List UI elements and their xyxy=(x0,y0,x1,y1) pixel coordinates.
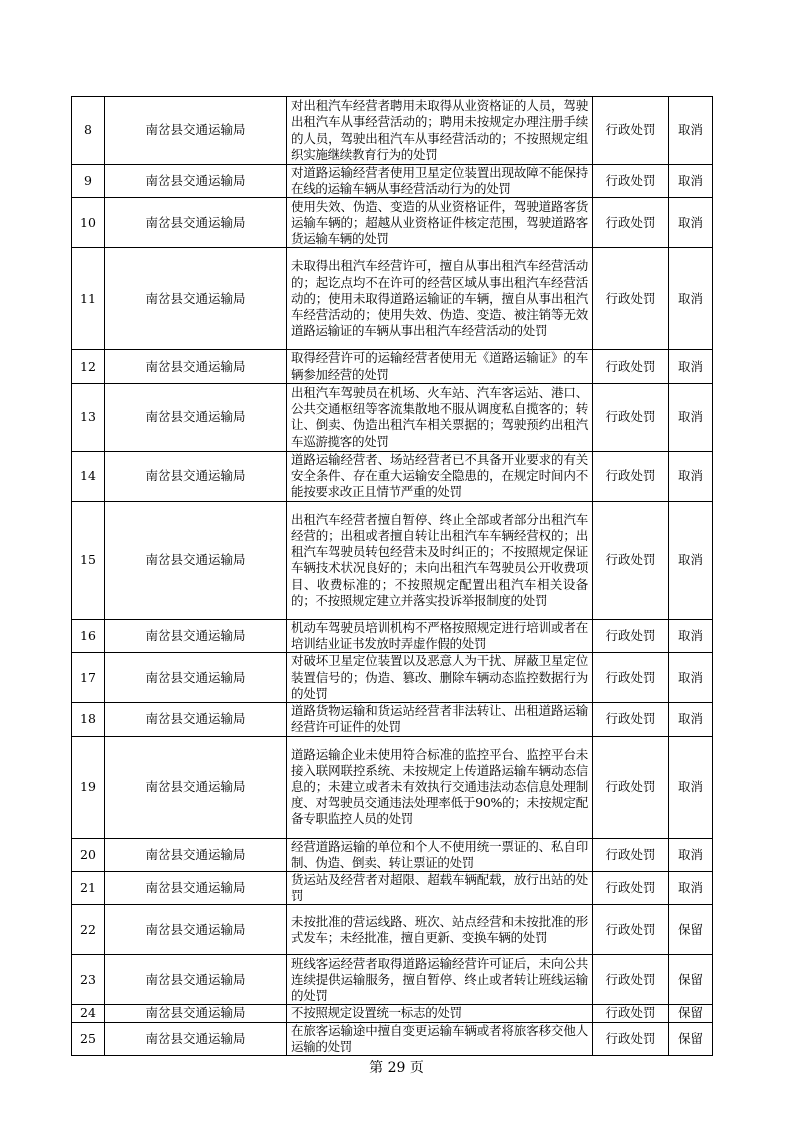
row-penalty-item: 经营道路运输的单位和个人不使用统一票证的、私自印制、伪造、倒卖、转让票证的处罚 xyxy=(287,838,593,871)
row-index: 9 xyxy=(72,165,105,198)
row-penalty-item: 出租汽车经营者擅自暂停、终止全部或者部分出租汽车经营的；出租或者擅自转让出租汽车车辆经营权的；出租汽车驾驶员转包经营未及时纠正的；不按照规定保证车辆技术状况良好的；未向出租汽车驾驶员公开收费项目、收费标准的；不按照规定配置出租汽车相关设备的；不按照规定建立并落实投诉举报制度的处罚 xyxy=(287,501,593,619)
row-index: 18 xyxy=(72,703,105,736)
row-penalty-item: 对道路运输经营者使用卫星定位装置出现故障不能保持在线的运输车辆从事经营活动行为的处罚 xyxy=(287,165,593,198)
row-action: 取消 xyxy=(669,501,713,619)
row-index: 15 xyxy=(72,501,105,619)
row-action: 取消 xyxy=(669,872,713,905)
row-power-type: 行政处罚 xyxy=(593,905,669,955)
table-row xyxy=(72,619,713,652)
row-action: 取消 xyxy=(669,383,713,451)
row-power-type: 行政处罚 xyxy=(593,955,669,1005)
row-index: 20 xyxy=(72,838,105,871)
row-power-type: 行政处罚 xyxy=(593,1022,669,1055)
table-row xyxy=(72,248,713,350)
table-row xyxy=(72,350,713,383)
row-penalty-item: 班线客运经营者取得道路运输经营许可证后，未向公共连续提供运输服务，擅自暂停、终止或者转让班线运输的处罚 xyxy=(287,955,593,1005)
row-action: 取消 xyxy=(669,619,713,652)
row-index: 16 xyxy=(72,619,105,652)
table-row xyxy=(72,501,713,619)
row-organization: 南岔县交通运输局 xyxy=(105,872,287,905)
row-organization: 南岔县交通运输局 xyxy=(105,248,287,350)
row-index: 8 xyxy=(72,97,105,165)
row-action: 取消 xyxy=(669,653,713,703)
table-body xyxy=(72,97,713,1056)
table-row xyxy=(72,383,713,451)
table-row xyxy=(72,451,713,501)
row-index: 11 xyxy=(72,248,105,350)
row-penalty-item: 机动车驾驶员培训机构不严格按照规定进行培训或者在培训结业证书发放时弄虚作假的处罚 xyxy=(287,619,593,652)
row-power-type: 行政处罚 xyxy=(593,619,669,652)
row-action: 取消 xyxy=(669,451,713,501)
row-organization: 南岔县交通运输局 xyxy=(105,1005,287,1022)
row-penalty-item: 对破坏卫星定位装置以及恶意人为干扰、屏蔽卫星定位装置信号的；伪造、篡改、删除车辆动态监控数据行为的处罚 xyxy=(287,653,593,703)
row-action: 取消 xyxy=(669,703,713,736)
row-index: 23 xyxy=(72,955,105,1005)
row-action: 取消 xyxy=(669,838,713,871)
row-organization: 南岔县交通运输局 xyxy=(105,198,287,248)
row-penalty-item: 出租汽车驾驶员在机场、火车站、汽车客运站、港口、公共交通枢纽等客流集散地不服从调度私自揽客的；转让、倒卖、伪造出租汽车相关票据的；驾驶预约出租汽车巡游揽客的处罚 xyxy=(287,383,593,451)
row-organization: 南岔县交通运输局 xyxy=(105,703,287,736)
penalty-table xyxy=(71,96,713,1056)
row-action: 取消 xyxy=(669,165,713,198)
row-power-type: 行政处罚 xyxy=(593,653,669,703)
row-index: 13 xyxy=(72,383,105,451)
row-power-type: 行政处罚 xyxy=(593,350,669,383)
row-index: 10 xyxy=(72,198,105,248)
table-row xyxy=(72,198,713,248)
row-penalty-item: 道路运输企业未使用符合标准的监控平台、监控平台未接入联网联控系统、未按规定上传道路运输车辆动态信息的；未建立或者未有效执行交通违法动态信息处理制度、对驾驶员交通违法处理率低于90%的；未按规定配备专职监控人员的处罚 xyxy=(287,736,593,838)
row-penalty-item: 使用失效、伪造、变造的从业资格证件，驾驶道路客货运输车辆的；超越从业资格证件核定范围，驾驶道路客货运输车辆的处罚 xyxy=(287,198,593,248)
row-index: 17 xyxy=(72,653,105,703)
row-index: 21 xyxy=(72,872,105,905)
row-action: 取消 xyxy=(669,248,713,350)
row-organization: 南岔县交通运输局 xyxy=(105,905,287,955)
row-organization: 南岔县交通运输局 xyxy=(105,165,287,198)
row-power-type: 行政处罚 xyxy=(593,383,669,451)
row-penalty-item: 道路运输经营者、场站经营者已不具备开业要求的有关安全条件、存在重大运输安全隐患的，在规定时间内不能按要求改正且情节严重的处罚 xyxy=(287,451,593,501)
row-organization: 南岔县交通运输局 xyxy=(105,1022,287,1055)
row-organization: 南岔县交通运输局 xyxy=(105,501,287,619)
row-penalty-item: 未取得出租汽车经营许可，擅自从事出租汽车经营活动的；起讫点均不在许可的经营区域从事出租汽车经营活动的；使用未取得道路运输证的车辆，擅自从事出租汽车经营活动的；使用失效、伪造、变造、被注销等无效道路运输证的车辆从事出租汽车经营活动的处罚 xyxy=(287,248,593,350)
row-power-type: 行政处罚 xyxy=(593,248,669,350)
table-row xyxy=(72,703,713,736)
row-power-type: 行政处罚 xyxy=(593,838,669,871)
row-penalty-item: 道路货物运输和货运站经营者非法转让、出租道路运输经营许可证件的处罚 xyxy=(287,703,593,736)
row-power-type: 行政处罚 xyxy=(593,198,669,248)
table-row xyxy=(72,1005,713,1022)
row-power-type: 行政处罚 xyxy=(593,736,669,838)
row-organization: 南岔县交通运输局 xyxy=(105,619,287,652)
table-row xyxy=(72,838,713,871)
row-action: 保留 xyxy=(669,1005,713,1022)
row-power-type: 行政处罚 xyxy=(593,703,669,736)
table-row xyxy=(72,872,713,905)
row-penalty-item: 在旅客运输途中擅自变更运输车辆或者将旅客移交他人运输的处罚 xyxy=(287,1022,593,1055)
row-action: 保留 xyxy=(669,955,713,1005)
row-penalty-item: 取得经营许可的运输经营者使用无《道路运输证》的车辆参加经营的处罚 xyxy=(287,350,593,383)
row-organization: 南岔县交通运输局 xyxy=(105,838,287,871)
row-organization: 南岔县交通运输局 xyxy=(105,350,287,383)
row-penalty-item: 货运站及经营者对超限、超载车辆配载，放行出站的处罚 xyxy=(287,872,593,905)
row-penalty-item: 对出租汽车经营者聘用未取得从业资格证的人员，驾驶出租汽车从事经营活动的；聘用未按规定办理注册手续的人员，驾驶出租汽车从事经营活动的；不按照规定组织实施继续教育行为的处罚 xyxy=(287,97,593,165)
row-index: 24 xyxy=(72,1005,105,1022)
row-index: 25 xyxy=(72,1022,105,1055)
row-index: 19 xyxy=(72,736,105,838)
row-action: 取消 xyxy=(669,350,713,383)
row-organization: 南岔县交通运输局 xyxy=(105,653,287,703)
table-row xyxy=(72,905,713,955)
row-index: 12 xyxy=(72,350,105,383)
row-organization: 南岔县交通运输局 xyxy=(105,451,287,501)
table-row xyxy=(72,955,713,1005)
row-penalty-item: 不按照规定设置统一标志的处罚 xyxy=(287,1005,593,1022)
row-action: 保留 xyxy=(669,1022,713,1055)
row-action: 保留 xyxy=(669,905,713,955)
row-index: 14 xyxy=(72,451,105,501)
row-organization: 南岔县交通运输局 xyxy=(105,383,287,451)
row-action: 取消 xyxy=(669,198,713,248)
row-action: 取消 xyxy=(669,97,713,165)
table-row xyxy=(72,736,713,838)
row-power-type: 行政处罚 xyxy=(593,97,669,165)
row-index: 22 xyxy=(72,905,105,955)
table-row xyxy=(72,165,713,198)
row-action: 取消 xyxy=(669,736,713,838)
row-organization: 南岔县交通运输局 xyxy=(105,955,287,1005)
row-power-type: 行政处罚 xyxy=(593,1005,669,1022)
row-penalty-item: 未按批准的营运线路、班次、站点经营和未按批准的形式发车；未经批准，擅自更新、变换车辆的处罚 xyxy=(287,905,593,955)
table-row xyxy=(72,1022,713,1055)
row-power-type: 行政处罚 xyxy=(593,501,669,619)
page-number: 第 29 页 xyxy=(369,1060,424,1076)
row-power-type: 行政处罚 xyxy=(593,451,669,501)
table-row xyxy=(72,653,713,703)
row-power-type: 行政处罚 xyxy=(593,872,669,905)
table-row xyxy=(72,97,713,165)
row-organization: 南岔县交通运输局 xyxy=(105,736,287,838)
row-power-type: 行政处罚 xyxy=(593,165,669,198)
row-organization: 南岔县交通运输局 xyxy=(105,97,287,165)
